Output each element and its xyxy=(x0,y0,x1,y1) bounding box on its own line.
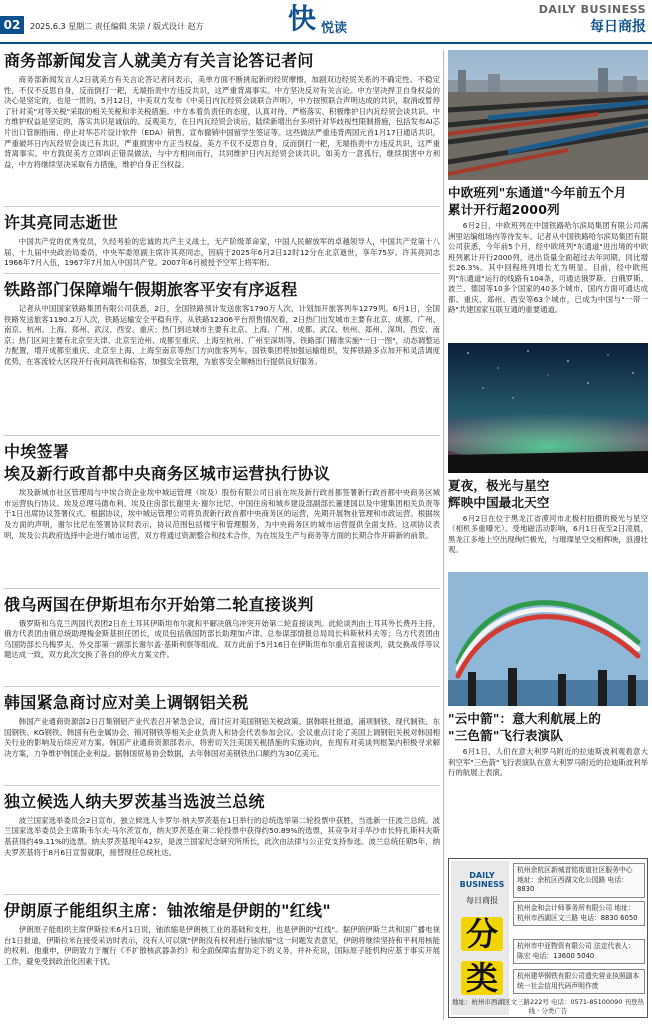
sidebar-title-3: "云中箭"：意大利航展上的 "三色箭"飞行表演队 xyxy=(448,711,602,743)
page-number: 02 xyxy=(0,16,24,34)
article-separator xyxy=(4,785,440,786)
article-headline: 俄乌两国在伊斯坦布尔开始第二轮直接谈判 xyxy=(4,594,314,614)
ad-big-char-1: 分 xyxy=(461,917,503,951)
classified-ad xyxy=(448,858,648,1018)
article-separator xyxy=(4,894,440,895)
article xyxy=(4,594,440,683)
article-headline: 铁路部门保障端午假期旅客平安有序返程 xyxy=(4,279,298,299)
sidebar-title-1: 中欧班列"东通道"今年前五个月 累计开行超2000列 xyxy=(448,185,627,217)
article xyxy=(4,900,440,978)
ad-notice-3: 杭州市中亚物资有限公司 法定代表人：陈宏 电话：13600 5040 xyxy=(513,939,645,964)
news-column xyxy=(4,50,440,1024)
article-body: 商务部新闻发言人2日就美方有关言论答记者问表示，美单方面不断挑起新的经贸摩擦，加剧双边经贸关系的不确定性、不稳定性，不仅不反思自身，反而倒打一耙，无端指责中方违反共识，这严重背离事实。中方坚决反对有关言论。中方坚决捍卫自身权益的决心是坚定的，也是一贯的。5月12日，中美双方发布《中美日内瓦经贸会谈联合声明》，中方按照联合声明达成的共识，取消或暂停了针对美"对等关税"采取的相关关税和非关税措施。中方本着负责任的态度，认真对待、严格落实、积极维护日内瓦经贸会谈共识。中方维护权益是坚定的，落实共识是诚信的。反观美方，在日内瓦经贸会谈后，陆续新增出台多项针对华歧视性限制措施，包括发布AI芯片出口管制指南、停止对华芯片设计软件（EDA）销售、宣布撤销中国留学生签证等。这些做法严重违背两国元首1月17日通话共识，严重破坏日内瓦经贸会谈已有共识，严重损害中方正当权益。美方不仅不反思自身，反而倒打一耙，无端指责中方违反共识，这严重背离事实。中方敦促美方立即纠正错误做法，与中方相向而行，共同维护日内瓦经贸会谈共识。如美方一意孤行，继续损害中方利益，中方将继续坚决采取有力措施，维护自身正当权益。 xyxy=(4,75,440,169)
ad-notice-1: 杭州余杭区新城首铭街道社区服务中心 地址：余杭区西湖文化公园路 电话：8830 xyxy=(513,863,645,898)
article-separator xyxy=(4,588,440,589)
ad-brand-panel xyxy=(451,861,509,1015)
photo-sidebar xyxy=(448,50,648,1024)
article-separator xyxy=(4,435,440,436)
masthead-logo: 每日商报 xyxy=(590,19,646,35)
freight-train-photo xyxy=(448,50,648,180)
sidebar-body-3: 6月1日，人们在意大利罗马附近的拉迪斯波利观看意大利空军"三色箭"飞行表演队在意大利罗马附近的拉迪斯波利举行的航展上表演。 xyxy=(448,747,648,777)
column-divider xyxy=(443,50,444,1020)
article-body: 记者从中国国家铁路集团有限公司获悉，2日，全国铁路预计发送旅客1790万人次，计划加开旅客列车1279列。6月1日，全国铁路发送旅客1190.2万人次，铁路运输安全平稳有序。从铁路12306平台预售情况看，2日热门出发城市主要有北京、成都、广州、南京、杭州、上海、郑州、武汉、西安、重庆；热门到达城市主要有北京、上海、广州、成都、武汉、杭州、郑州、深圳、西安、南京；热门区间主要有北京至天津、北京至沧州、成都至重庆、上海至杭州、广州至深圳等。铁路部门精准实施"一日一图"，动态调整运力配置，增开成都至重庆、北京至上海、上海至南京等热门方向旅客列车。国铁集团将加强运输组织，发挥铁路多点加开和灵活调度优势，在客流较大区段开行夜间高铁和临客，加强安全管理，为旅客安全顺畅出行提供良好服务。 xyxy=(4,303,440,366)
article-body: 波兰国家选举委员会2日宣布，独立候选人卡罗尔·纳夫罗茨基在1日举行的总统选举第二轮投票中获胜，当选新一任波兰总统。波兰国家选举委员会主席斯韦尔夫·马尔茨宣布，纳夫罗茨基在第二轮投票中获得约50.89%的选票，其竞争对手华沙市长特扎斯科夫斯基获得约49.11%的选票。纳夫罗茨基现年42岁，是波兰国家纪念研究所所长，此次由法律与公正党支持参选。波兰总统任期5年，纳夫罗茨基将于8月6日宣誓就职，接替现任总统杜达。 xyxy=(4,815,440,857)
sidebar-title-2: 夏夜，极光与星空 辉映中国最北天空 xyxy=(448,477,550,510)
ad-notice-2: 杭州金和会计师事务所有限公司 地址：杭州市西湖区文三路 电话：8830 6050 xyxy=(513,901,645,926)
section-name: 悦读 xyxy=(321,21,348,36)
sidebar-body-2: 6月2日在位于黑龙江省漠河市北极村拍摄的极光与星空（相机多重曝光）。受地磁活动影响，6月1日夜至2日凌晨，黑龙江多地上空出现绚烂极光，与璀璨星空交相辉映，浪漫壮观。 xyxy=(448,513,648,554)
article-headline: 许其亮同志逝世 xyxy=(4,213,119,233)
ad-tag: DAILY BUSINESS xyxy=(459,871,505,889)
article xyxy=(4,279,440,431)
ad-big-char-2: 类 xyxy=(461,961,503,995)
article-body: 伊朗原子能组织主席伊斯拉米6月1日说，铀浓缩是伊朗核工业的基础和支柱，也是伊朗的"红线"。据伊朗伊斯兰共和国广播电视台1日报道，伊斯拉米在接受采访时表示，没有人可以就"伊朗没有权利进行铀浓缩"这一问题发表意见，伊朗将继续坚持和平利用核能的权利。他重申，伊朗致力于履行《不扩散核武器条约》和全面保障监督协定下的义务，并补充说，国际原子能机构应基于事实开展工作，避免受到政治化因素干扰。 xyxy=(4,924,440,966)
article-body: 中国共产党的优秀党员，久经考验的忠诚的共产主义战士，无产阶级革命家，中国人民解放军的卓越领导人，中国共产党第十八届、十九届中央政治局委员，中央军委原副主席许其亮同志，因病于2025年6月2日12时12分在北京逝世，享年75岁。许其亮同志1966年7月入伍，1967年7月加入中国共产党。2007年6月被授予空军上将军衔。 xyxy=(4,237,440,268)
masthead-english: DAILY BUSINESS xyxy=(538,3,646,16)
ad-notice-4: 杭州建华钢铁有限公司遗失营业执照副本 统一社会信用代码声明作废 xyxy=(513,969,645,994)
article-headline: 韩国紧急商讨应对美上调钢铝关税 xyxy=(4,693,249,713)
sidebar-body-1: 6月2日，中欧班列在中国铁路哈尔滨局集团有限公司满洲里站编组场内等待发车。记者从中国铁路哈尔滨局集团有限公司获悉，今年前5个月，经中欧班列"东通道"进出境的中欧班列累计开行2000列，进出货量全面超过去年同期，同比增长26.3%。其中回程班列增长尤为明显。目前，经中欧班列"东通道"运行的线路有104条，可通达俄罗斯、白俄罗斯、波兰、德国等10多个国家的40多个城市，国内方面可通达成都、重庆、郑州、西安等63个城市，已成为中国与"一带一路"共建国家互联互通的重要通道。 xyxy=(448,221,648,314)
ad-footer: 地址：杭州市西湖区文三路222号 电话：0571-85100090 刊登热线 · 分类广告 xyxy=(451,998,644,1015)
issue-meta: 2025.6.3 星期二 责任编辑 朱崇 / 版式设计 赵方 xyxy=(30,22,204,31)
article-body: 俄罗斯和乌克兰两国代表团2日在土耳其伊斯坦布尔就和平解决俄乌冲突开始第二轮直接谈判。此轮谈判由土耳其外长费丹主持，俄方代表团由俄总统助理梅金斯基担任团长，成员包括俄国防部长助理加卢津、总参谋部情报总局局长科斯秋科夫等；乌方代表团由乌国防部长乌梅罗夫、外交部第一副部长谢尔盖·基斯利察等组成。双方此前于5月16日在伊斯坦布尔重启直接谈判，就交换战俘等议题达成一致，双方此次交换了各自的停火方案文件。 xyxy=(4,618,440,660)
article-headline: 中埃签署 埃及新行政首都中央商务区城市运营执行协议 xyxy=(4,442,331,484)
article-body: 埃及新城市社区管理局与中埃合资企业埃中城运管理（埃及）股份有限公司日前在埃及新行政首都签署新行政首都中央商务区城市运营执行协议。埃及总理马德布利、埃及住房部长谢里夫·谢尔比尼、中国住房和城乡建设部副部长董建国以及中建集团相关负责等于1日出席协议签署仪式。根据协议，埃中城运管理公司将负责新行政首都中央商务区的运营，先期开展物业管理和市政运营。根据埃及方面的声明，谢尔比尼在签署协议时表示，协议范围包括楼宇和管理服务，为中央商务区的城市运营提供全面支持。这项协议表明，埃及公共政府选择中企进行城市运营，双方将通过资源整合和技术合作，为在埃及生产与商务等方面的长期合作开辟新的前景。 xyxy=(4,488,440,540)
article xyxy=(4,791,440,890)
article-separator xyxy=(4,206,440,207)
article xyxy=(4,50,440,202)
article xyxy=(4,212,440,269)
air-show-photo xyxy=(448,572,648,706)
section-mark: 快 xyxy=(288,2,317,35)
ad-label: 每日商报 xyxy=(466,896,498,905)
article-separator xyxy=(4,273,440,274)
article-headline: 伊朗原子能组织主席：铀浓缩是伊朗的"红线" xyxy=(4,900,331,920)
article-separator xyxy=(4,686,440,687)
article xyxy=(4,692,440,781)
header-rule xyxy=(0,42,652,44)
page-header xyxy=(0,0,652,46)
article-headline: 独立候选人纳夫罗茨基当选波兰总统 xyxy=(4,791,265,811)
aurora-photo xyxy=(448,343,648,473)
article-headline: 商务部新闻发言人就美方有关言论答记者问 xyxy=(4,51,314,70)
article xyxy=(4,441,440,583)
article-body: 韩国产业通商资源部2日召集钢铝产业代表召开紧急会议，商讨应对美国钢铝关税政策。据韩联社报道，浦项制铁、现代制铁、东国钢铁、KG钢铁、韩国有色金属协会、锦河钢铁等相关企业负责人和协会代表参加会议。会议重点讨论了美国上调钢铝关税对韩国相关行业的影响及后续应对方案。韩国产业通商资源部表示，将密切关注美国关税措施的实施动向，在现有对美谈判框架内积极寻求解决方案，力争维护韩国企业利益。据韩国贸易协会数据，去年韩国对美钢铁出口额约为30亿美元。 xyxy=(4,717,440,758)
